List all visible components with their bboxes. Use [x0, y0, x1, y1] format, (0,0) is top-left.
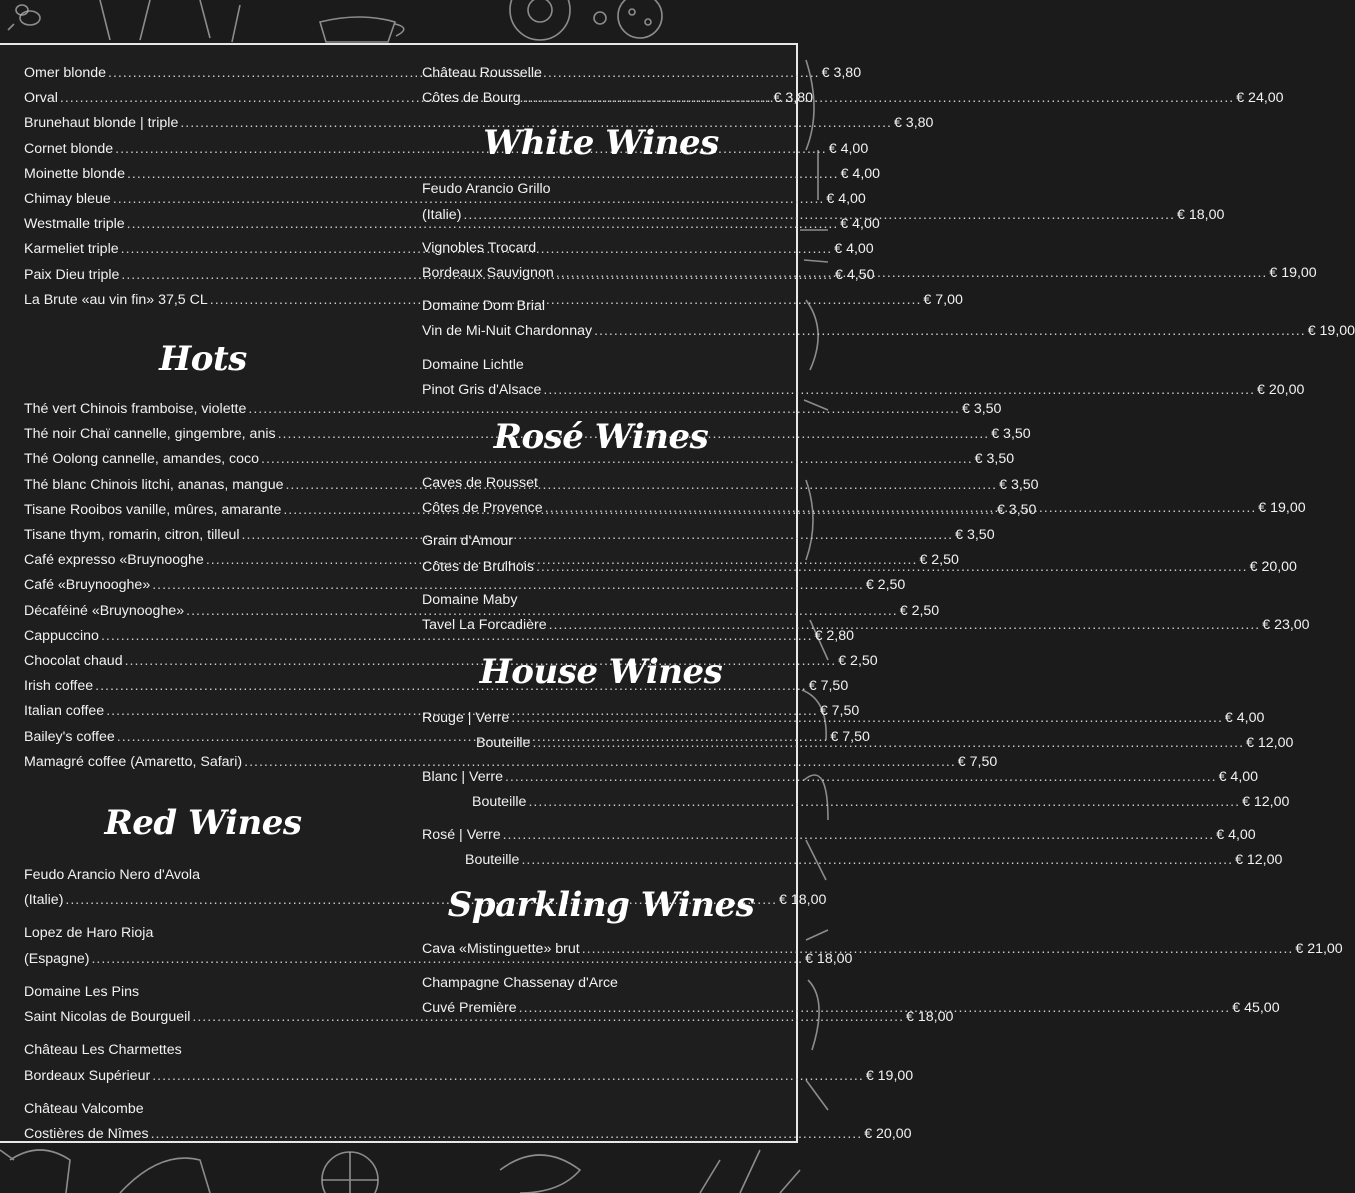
menu-item: Moinette blonde ..... € 4,00	[24, 162, 382, 187]
wine-detail-row: Côtes de Bourg ..... € 24,00	[422, 86, 780, 111]
menu-item: Cappuccino ..... € 2,80	[24, 624, 382, 649]
wine-item	[422, 353, 1305, 403]
menu-item: Mamagré coffee (Amaretto, Safari) ..... € 7,50	[24, 750, 382, 775]
wine-detail-row: Vin de Mi-Nuit Chardonnay ..... € 19,00	[422, 319, 780, 344]
menu-item: Thé noir Chaï cannelle, gingembre, anis ..... € 3,50	[24, 422, 382, 447]
menu-item: Paix Dieu triple ..... € 4,50	[24, 263, 382, 288]
bee-doodle-icon	[8, 5, 40, 30]
wine-producer: Château Rousselle	[422, 65, 542, 81]
jar-doodle-icon	[100, 0, 240, 42]
wine-detail-row: Costières de Nîmes ..... € 20,00	[24, 1122, 382, 1147]
wine-producer: Feudo Arancio Nero d'Avola	[24, 867, 200, 884]
section-title-sparkling-wines: Sparkling Wines	[447, 885, 755, 926]
bread-doodle-icon	[120, 1158, 210, 1193]
wine-producer: Château Les Charmettes	[24, 1042, 182, 1059]
wine-item	[24, 921, 853, 971]
wine-producer: Feudo Arancio Grillo	[422, 181, 551, 198]
bottle-row: Bouteille ..... € 12,00	[422, 731, 780, 756]
section-title-hots: Hots	[159, 339, 247, 380]
fork-doodle-icon	[700, 1150, 800, 1193]
menu-item: Thé Oolong cannelle, amandes, coco ..... € 3,50	[24, 447, 382, 472]
wine-producer: Domaine Les Pins	[24, 983, 140, 1000]
menu-item: Italian coffee ..... € 7,50	[24, 699, 382, 724]
wine-producer: Domaine Lichtle	[422, 356, 524, 373]
wine-detail-row: Cuvé Première ..... € 45,00	[422, 996, 780, 1021]
wine-producer: Caves de Rousset	[422, 475, 538, 492]
wine-detail-row: (Italie) ..... € 18,00	[422, 203, 780, 228]
section-title-red-wines: Red Wines	[104, 803, 302, 844]
menu-item: Thé blanc Chinois litchi, ananas, mangue ..... € 3,50	[24, 473, 382, 498]
cookie-doodle-icon	[594, 0, 662, 38]
menu-item: Café «Bruynooghe» ..... € 2,50	[24, 573, 382, 598]
menu-item: Thé vert Chinois framboise, violette ..... € 3,50	[24, 397, 382, 422]
section-title-house-wines: House Wines	[479, 652, 723, 693]
wine-detail-row: (Espagne) ..... € 18,00	[24, 947, 382, 972]
wine-item	[24, 1097, 912, 1147]
menu-item: Omer blonde ..... € 3,80	[24, 61, 382, 86]
menu-panel	[0, 43, 1355, 1143]
wine-detail-row: Pinot Gris d'Alsace ..... € 20,00	[422, 378, 780, 403]
bottle-row: Bouteille ..... € 12,00	[422, 790, 780, 815]
menu-item: Karmeliet triple ..... € 4,00	[24, 237, 382, 262]
pretzel-doodle-icon	[500, 1155, 580, 1193]
menu-item: Westmalle triple ..... € 4,00	[24, 212, 382, 237]
cup-doodle-icon	[320, 17, 404, 42]
wine-producer: Champagne Chassenay d'Arce	[422, 974, 618, 991]
glass-row: Blanc | Verre ..... € 4,00	[422, 765, 780, 790]
wine-detail-row: Bordeaux Supérieur ..... € 19,00	[24, 1064, 382, 1089]
glass-row: Rosé | Verre ..... € 4,00	[422, 823, 780, 848]
menu-item: La Brute «au vin fin» 37,5 CL ..... € 7,00	[24, 288, 382, 313]
wine-item	[422, 971, 1280, 1021]
wine-detail-row: Saint Nicolas de Bourgueil ..... € 18,00	[24, 1005, 382, 1030]
wine-producer: Domaine Dom Brial	[422, 298, 545, 315]
menu-item: Brunehaut blonde | triple ..... € 3,80	[24, 111, 382, 136]
wine-detail-row: Côtes de Brulhois ..... € 20,00	[422, 555, 780, 580]
wine-detail-row: Tavel La Forcadière ..... € 23,00	[422, 613, 780, 638]
glass-row: Rouge | Verre ..... € 4,00	[422, 706, 780, 731]
section-title-rose-wines: Rosé Wines	[493, 417, 709, 458]
wine-item	[24, 1038, 914, 1088]
menu-item: Tisane Rooibos vanille, mûres, amarante ..... € 3,50	[24, 498, 382, 523]
wine-detail-row: (Italie) ..... € 18,00	[24, 888, 382, 913]
menu-item: Irish coffee ..... € 7,50	[24, 674, 382, 699]
bottle-row: Bouteille ..... € 12,00	[422, 848, 780, 873]
section-title-white-wines: White Wines	[483, 123, 719, 164]
teapot-doodle-icon	[0, 1150, 70, 1193]
menu-item: Orval ..... € 3,80	[24, 86, 382, 111]
wine-detail-row: Côtes de Provence ..... € 19,00	[422, 496, 780, 521]
wine-producer: Château Valcombe	[24, 1100, 144, 1117]
wine-producer: Grain d'Amour	[422, 533, 514, 550]
house-wine-item	[422, 765, 1290, 815]
menu-item: Bailey's coffee ..... € 7,50	[24, 725, 382, 750]
lemon-doodle-icon	[322, 1152, 378, 1193]
menu-item: Décaféiné «Bruynooghe» ..... € 2,50	[24, 599, 382, 624]
wine-producer: Lopez de Haro Rioja	[24, 925, 154, 942]
menu-item: Cornet blonde ..... € 4,00	[24, 137, 382, 162]
wine-detail-row: Bordeaux Sauvignon ..... € 19,00	[422, 261, 780, 286]
wine-producer: Vignobles Trocard	[422, 239, 537, 256]
donut-doodle-icon	[510, 0, 570, 40]
menu-item: Chocolat chaud ..... € 2,50	[24, 649, 382, 674]
house-wine-item	[422, 823, 1283, 873]
menu-item: Café expresso «Bruynooghe ..... € 2,50	[24, 548, 382, 573]
menu-item: Tisane thym, romarin, citron, tilleul ..... € 3,50	[24, 523, 382, 548]
menu-item: Chimay bleue ..... € 4,00	[24, 187, 382, 212]
wine-item	[422, 294, 1355, 344]
wine-producer: Domaine Maby	[422, 591, 518, 608]
menu-item: Cava «Mistinguette» brut ..... € 21,00	[422, 937, 780, 962]
